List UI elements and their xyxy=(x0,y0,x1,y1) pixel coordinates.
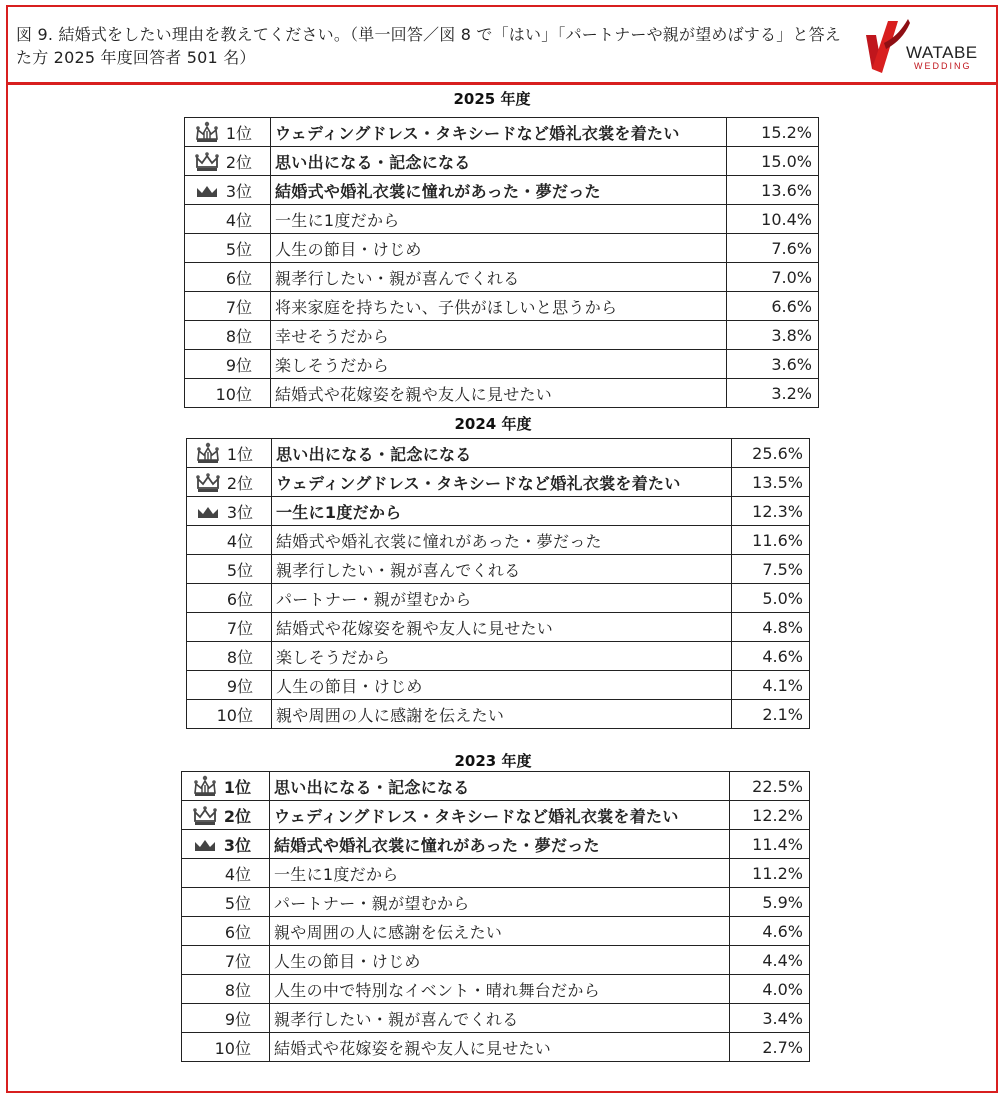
rank-label: 7位 xyxy=(225,297,252,317)
reason-cell: 人生の中で特別なイベント・晴れ舞台だから xyxy=(270,975,730,1004)
rank-cell xyxy=(187,468,272,497)
rank-cell xyxy=(185,263,271,292)
reason-cell: ウェディングドレス・タキシードなど婚礼衣裳を着たい xyxy=(271,118,727,147)
rank-cell xyxy=(187,439,272,468)
table-row xyxy=(185,118,819,147)
table-row xyxy=(185,350,819,379)
crown-1-icon xyxy=(194,121,220,143)
reason-cell: 人生の節目・けじめ xyxy=(270,946,730,975)
percentage-cell: 13.5% xyxy=(732,468,810,497)
crown-3-icon xyxy=(194,179,220,201)
reason-cell: 一生に1度だから xyxy=(272,497,732,526)
percentage-cell: 15.0% xyxy=(727,147,819,176)
table-row xyxy=(185,263,819,292)
percentage-cell: 3.8% xyxy=(727,321,819,350)
percentage-cell: 4.6% xyxy=(730,917,810,946)
rank-label: 9位 xyxy=(226,676,253,696)
rank-label: 5位 xyxy=(225,239,252,259)
table-row xyxy=(187,526,810,555)
reason-cell: 親孝行したい・親が喜んでくれる xyxy=(272,555,732,584)
percentage-cell: 3.2% xyxy=(727,379,819,408)
table-row xyxy=(185,292,819,321)
table-row xyxy=(185,234,819,263)
rank-label: 1位 xyxy=(223,777,251,797)
reason-cell: 思い出になる・記念になる xyxy=(270,772,730,801)
ranking-table-2024 xyxy=(186,438,810,729)
rank-cell xyxy=(187,497,272,526)
reason-cell: 親や周囲の人に感謝を伝えたい xyxy=(272,700,732,729)
reason-cell: 結婚式や花嫁姿を親や友人に見せたい xyxy=(270,1033,730,1062)
crown-3-icon xyxy=(192,833,218,855)
table-row xyxy=(187,439,810,468)
percentage-cell: 2.7% xyxy=(730,1033,810,1062)
logo-ribbon-icon xyxy=(858,13,912,75)
table-row xyxy=(185,379,819,408)
rank-label: 3位 xyxy=(223,835,251,855)
reason-cell: 将来家庭を持ちたい、子供がほしいと思うから xyxy=(271,292,727,321)
rank-label: 4位 xyxy=(224,864,251,884)
logo-subtitle: WEDDING xyxy=(914,61,972,71)
reason-cell: 一生に1度だから xyxy=(271,205,727,234)
rank-cell xyxy=(185,118,271,147)
table-row xyxy=(187,671,810,700)
rank-cell xyxy=(182,917,270,946)
percentage-cell: 4.1% xyxy=(732,671,810,700)
reason-cell: 一生に1度だから xyxy=(270,859,730,888)
percentage-cell: 7.0% xyxy=(727,263,819,292)
rank-label: 6位 xyxy=(225,268,252,288)
percentage-cell: 4.6% xyxy=(732,642,810,671)
rank-label: 8位 xyxy=(225,326,252,346)
rank-label: 2位 xyxy=(223,806,251,826)
table-row xyxy=(182,946,810,975)
reason-cell: 思い出になる・記念になる xyxy=(271,147,727,176)
rank-label: 5位 xyxy=(224,893,251,913)
reason-cell: ウェディングドレス・タキシードなど婚礼衣裳を着たい xyxy=(270,801,730,830)
crown-1-icon xyxy=(192,775,218,797)
rank-cell xyxy=(182,1033,270,1062)
crown-3-icon xyxy=(195,500,221,522)
rank-cell xyxy=(185,292,271,321)
table-row xyxy=(187,468,810,497)
percentage-cell: 5.0% xyxy=(732,584,810,613)
rank-label: 8位 xyxy=(226,647,253,667)
crown-2-icon xyxy=(194,150,220,172)
header xyxy=(6,5,998,85)
reason-cell: 結婚式や婚礼衣裳に憧れがあった・夢だった xyxy=(272,526,732,555)
table-row xyxy=(187,613,810,642)
table-row xyxy=(185,147,819,176)
logo-name: WATABE xyxy=(906,43,978,62)
rank-label: 1位 xyxy=(225,123,252,143)
section-title-2024: 2024 年度 xyxy=(454,415,532,433)
rank-cell xyxy=(185,321,271,350)
percentage-cell: 11.6% xyxy=(732,526,810,555)
reason-cell: 結婚式や花嫁姿を親や友人に見せたい xyxy=(272,613,732,642)
reason-cell: パートナー・親が望むから xyxy=(270,888,730,917)
table-row xyxy=(182,917,810,946)
rank-cell xyxy=(185,176,271,205)
reason-cell: ウェディングドレス・タキシードなど婚礼衣裳を着たい xyxy=(272,468,732,497)
rank-cell xyxy=(185,379,271,408)
percentage-cell: 7.5% xyxy=(732,555,810,584)
table-row xyxy=(185,205,819,234)
percentage-cell: 15.2% xyxy=(727,118,819,147)
table-row xyxy=(187,700,810,729)
percentage-cell: 5.9% xyxy=(730,888,810,917)
rank-label: 10位 xyxy=(215,384,252,404)
reason-cell: 楽しそうだから xyxy=(272,642,732,671)
rank-cell xyxy=(182,830,270,859)
ranking-table-2025 xyxy=(184,117,819,408)
percentage-cell: 4.8% xyxy=(732,613,810,642)
rank-cell xyxy=(182,859,270,888)
table-row xyxy=(187,497,810,526)
section-title-2025: 2025 年度 xyxy=(453,90,531,108)
rank-label: 4位 xyxy=(226,531,253,551)
rank-label: 1位 xyxy=(226,444,253,464)
reason-cell: 結婚式や婚礼衣裳に憧れがあった・夢だった xyxy=(270,830,730,859)
percentage-cell: 12.3% xyxy=(732,497,810,526)
table-row xyxy=(182,859,810,888)
ranking-table-2023 xyxy=(181,771,810,1062)
rank-label: 10位 xyxy=(214,1038,251,1058)
percentage-cell: 22.5% xyxy=(730,772,810,801)
rank-cell xyxy=(187,584,272,613)
percentage-cell: 6.6% xyxy=(727,292,819,321)
rank-label: 9位 xyxy=(225,355,252,375)
table-row xyxy=(182,801,810,830)
reason-cell: 親孝行したい・親が喜んでくれる xyxy=(270,1004,730,1033)
rank-label: 6位 xyxy=(226,589,253,609)
rank-label: 3位 xyxy=(226,502,253,522)
crown-1-icon xyxy=(195,442,221,464)
rank-cell xyxy=(187,671,272,700)
crown-2-icon xyxy=(195,471,221,493)
reason-cell: パートナー・親が望むから xyxy=(272,584,732,613)
reason-cell: 結婚式や婚礼衣裳に憧れがあった・夢だった xyxy=(271,176,727,205)
rank-cell xyxy=(182,772,270,801)
rank-label: 7位 xyxy=(224,951,251,971)
rank-label: 2位 xyxy=(226,473,253,493)
percentage-cell: 13.6% xyxy=(727,176,819,205)
table-row xyxy=(182,975,810,1004)
rank-label: 9位 xyxy=(224,1009,251,1029)
table-row xyxy=(182,830,810,859)
rank-cell xyxy=(185,147,271,176)
rank-label: 8位 xyxy=(224,980,251,1000)
percentage-cell: 3.6% xyxy=(727,350,819,379)
rank-cell xyxy=(182,801,270,830)
percentage-cell: 4.0% xyxy=(730,975,810,1004)
figure-caption: 図 9. 結婚式をしたい理由を教えてください。（単一回答／図 8 で「はい」「パートナーや親が望めばする」と答えた方 2025 年度回答者 501 名） xyxy=(16,25,841,67)
reason-cell: 楽しそうだから xyxy=(271,350,727,379)
rank-cell xyxy=(187,613,272,642)
section-title-2023: 2023 年度 xyxy=(454,752,532,770)
rank-cell xyxy=(185,350,271,379)
rank-cell xyxy=(187,700,272,729)
rank-cell xyxy=(185,205,271,234)
rank-cell xyxy=(187,642,272,671)
rank-cell xyxy=(187,526,272,555)
percentage-cell: 11.2% xyxy=(730,859,810,888)
table-row xyxy=(187,584,810,613)
percentage-cell: 12.2% xyxy=(730,801,810,830)
rank-label: 2位 xyxy=(225,152,252,172)
percentage-cell: 4.4% xyxy=(730,946,810,975)
crown-2-icon xyxy=(192,804,218,826)
percentage-cell: 25.6% xyxy=(732,439,810,468)
reason-cell: 親や周囲の人に感謝を伝えたい xyxy=(270,917,730,946)
table-row xyxy=(187,555,810,584)
percentage-cell: 2.1% xyxy=(732,700,810,729)
watabe-wedding-logo xyxy=(858,11,986,77)
reason-cell: 人生の節目・けじめ xyxy=(272,671,732,700)
percentage-cell: 3.4% xyxy=(730,1004,810,1033)
table-row xyxy=(182,888,810,917)
percentage-cell: 7.6% xyxy=(727,234,819,263)
rank-label: 4位 xyxy=(225,210,252,230)
rank-cell xyxy=(182,888,270,917)
percentage-cell: 11.4% xyxy=(730,830,810,859)
rank-label: 3位 xyxy=(225,181,252,201)
rank-label: 10位 xyxy=(216,705,253,725)
reason-cell: 結婚式や花嫁姿を親や友人に見せたい xyxy=(271,379,727,408)
reason-cell: 思い出になる・記念になる xyxy=(272,439,732,468)
table-row xyxy=(182,772,810,801)
rank-label: 7位 xyxy=(226,618,253,638)
rank-cell xyxy=(182,1004,270,1033)
reason-cell: 親孝行したい・親が喜んでくれる xyxy=(271,263,727,292)
reason-cell: 幸せそうだから xyxy=(271,321,727,350)
table-row xyxy=(187,642,810,671)
rank-cell xyxy=(182,975,270,1004)
rank-cell xyxy=(187,555,272,584)
table-row xyxy=(185,321,819,350)
percentage-cell: 10.4% xyxy=(727,205,819,234)
reason-cell: 人生の節目・けじめ xyxy=(271,234,727,263)
table-row xyxy=(182,1033,810,1062)
rank-cell xyxy=(182,946,270,975)
table-row xyxy=(182,1004,810,1033)
rank-label: 5位 xyxy=(226,560,253,580)
rank-cell xyxy=(185,234,271,263)
table-row xyxy=(185,176,819,205)
rank-label: 6位 xyxy=(224,922,251,942)
